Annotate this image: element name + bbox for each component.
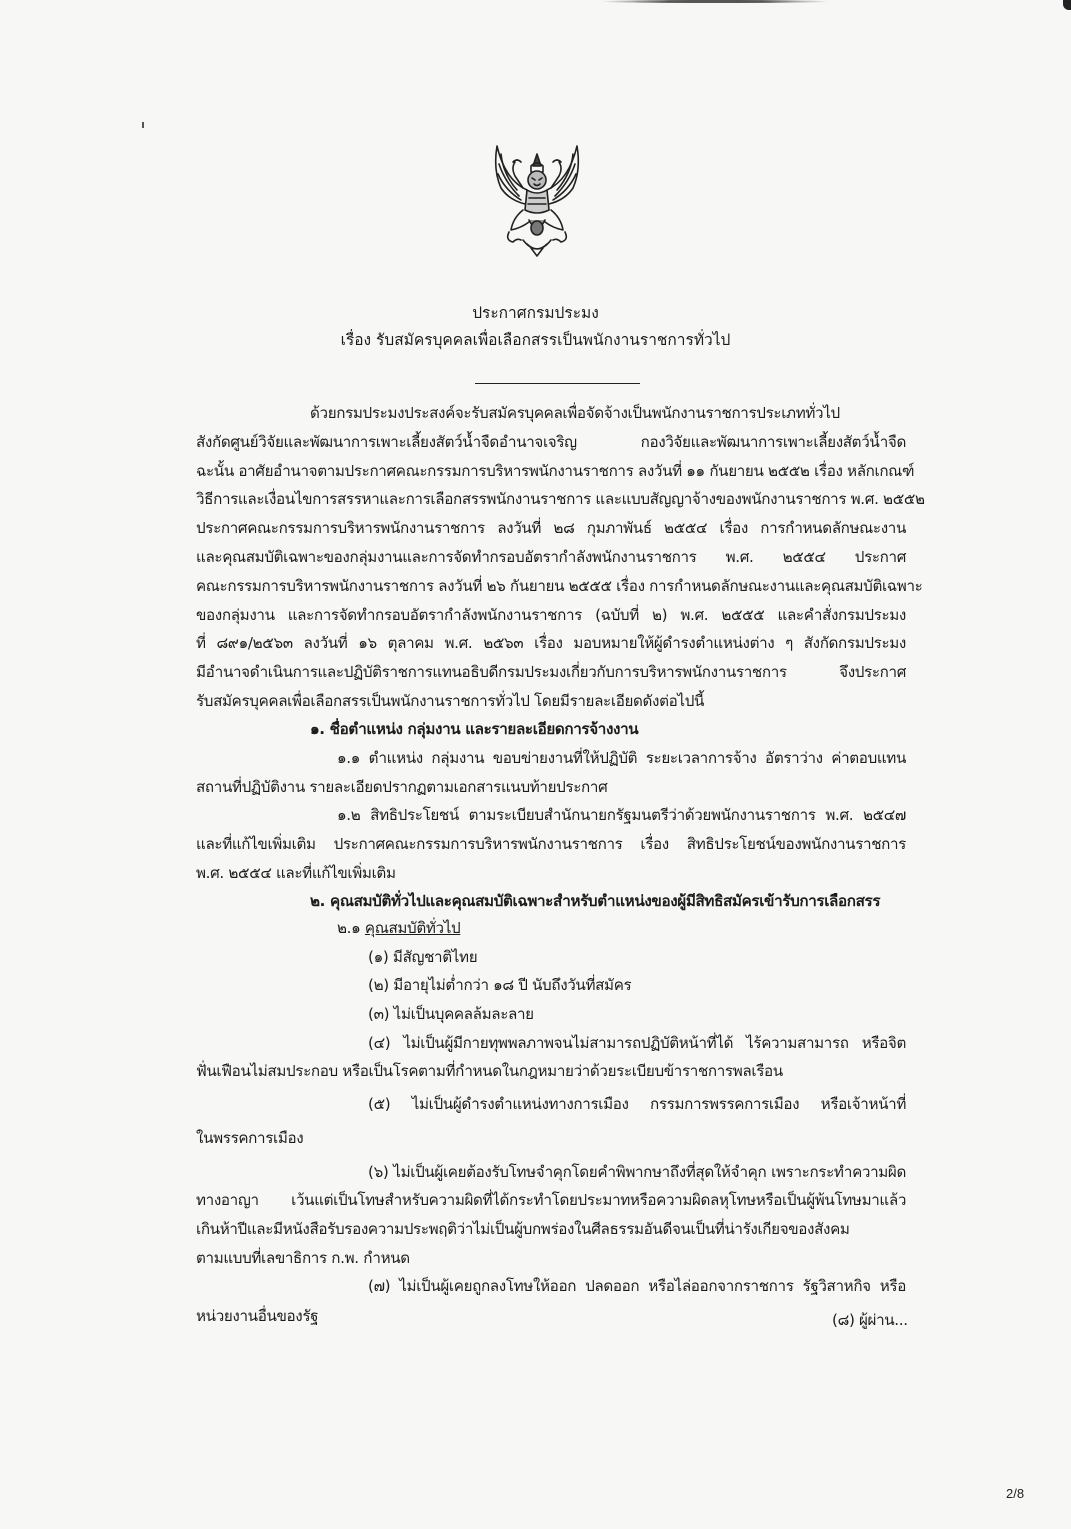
- scan-speck: [142, 122, 144, 128]
- item-1-2-line: และที่แก้ไขเพิ่มเติม ประกาศคณะกรรมการบริหารพนักงานราชการ เรื่อง สิทธิประโยชน์ของพนักงานราชการ: [196, 835, 906, 853]
- item-1-2-line: ๑.๒ สิทธิประโยชน์ ตามระเบียบสำนักนายกรัฐมนตรีว่าด้วยพนักงานราชการ พ.ศ. ๒๕๔๗: [337, 806, 906, 824]
- scan-artifact-corner: [1063, 0, 1071, 10]
- body-line: ประกาศคณะกรรมการบริหารพนักงานราชการ ลงวันที่ ๒๘ กุมภาพันธ์ ๒๕๕๔ เรื่อง การกำหนดลักษณะงาน: [196, 519, 906, 537]
- body-line: ของกลุ่มงาน และการจัดทำกรอบอัตรากำลังพนักงานราชการ (ฉบับที่ ๒) พ.ศ. ๒๕๕๕ และคำสั่งกรมประมง: [196, 606, 906, 624]
- page-number: 2/8: [1006, 1486, 1025, 1501]
- qualification-item: (๕) ไม่เป็นผู้ดำรงตำแหน่งทางการเมือง กรรมการพรรคการเมือง หรือเจ้าหน้าที่: [368, 1095, 906, 1113]
- item-1-1-line: สถานที่ปฏิบัติงาน รายละเอียดปรากฏตามเอกสารแนบท้ายประกาศ: [196, 778, 608, 796]
- qualification-item: (๓) ไม่เป็นบุคคลล้มละลาย: [368, 1005, 534, 1023]
- continuation-marker: (๘) ผู้ผ่าน...: [832, 1311, 908, 1329]
- qualification-item: ในพรรคการเมือง: [196, 1129, 304, 1147]
- body-line: รับสมัครบุคคลเพื่อเลือกสรรเป็นพนักงานราชการทั่วไป โดยมีรายละเอียดดังต่อไปนี้: [196, 692, 705, 710]
- section-2-1-number: ๒.๑: [337, 919, 361, 937]
- qualification-item: (๗) ไม่เป็นผู้เคยถูกลงโทษให้ออก ปลดออก หรือไล่ออกจากราชการ รัฐวิสาหกิจ หรือ: [368, 1277, 906, 1295]
- qualification-item: ฟั่นเฟือนไม่สมประกอบ หรือเป็นโรคตามที่กำหนดในกฎหมายว่าด้วยระเบียบข้าราชการพลเรือน: [196, 1062, 783, 1080]
- document-title: ประกาศกรมประมง: [472, 304, 599, 322]
- section-1-heading: ๑. ชื่อตำแหน่ง กลุ่มงาน และรายละเอียดการจ้างงาน: [310, 720, 639, 738]
- body-line: วิธีการและเงื่อนไขการสรรหาและการเลือกสรรพนักงานราชการ และแบบสัญญาจ้างของพนักงานราชการ พ.ศ. ๒๕๕๒: [196, 490, 925, 508]
- qualification-item: (๔) ไม่เป็นผู้มีกายทุพพลภาพจนไม่สามารถปฏิบัติหน้าที่ได้ ไร้ความสามารถ หรือจิต: [368, 1034, 906, 1052]
- scan-artifact-top: [600, 0, 830, 3]
- item-1-1-line: ๑.๑ ตำแหน่ง กลุ่มงาน ขอบข่ายงานที่ให้ปฏิบัติ ระยะเวลาการจ้าง อัตราว่าง ค่าตอบแทน: [337, 749, 906, 767]
- body-line: และคุณสมบัติเฉพาะของกลุ่มงานและการจัดทำกรอบอัตรากำลังพนักงานราชการ พ.ศ. ๒๕๕๔ ประกาศ: [196, 548, 906, 566]
- garuda-emblem-icon: [487, 140, 587, 260]
- section-2-heading: ๒. คุณสมบัติทั่วไปและคุณสมบัติเฉพาะสำหรับตำแหน่งของผู้มีสิทธิสมัครเข้ารับการเลือกสรร: [310, 892, 881, 910]
- document-subject: เรื่อง รับสมัครบุคคลเพื่อเลือกสรรเป็นพนักงานราชการทั่วไป: [340, 331, 731, 349]
- body-line: ฉะนั้น อาศัยอำนาจตามประกาศคณะกรรมการบริหารพนักงานราชการ ลงวันที่ ๑๑ กันยายน ๒๕๕๒ เรื่อง หลักเกณฑ์: [196, 462, 915, 480]
- qualification-item: หน่วยงานอื่นของรัฐ: [196, 1307, 319, 1325]
- title-divider: [475, 383, 640, 384]
- qualification-item: (๒) มีอายุไม่ต่ำกว่า ๑๘ ปี นับถึงวันที่สมัคร: [368, 976, 632, 994]
- section-2-1-title: คุณสมบัติทั่วไป: [364, 919, 461, 937]
- qualification-item: เกินห้าปีและมีหนังสือรับรองความประพฤติว่าไม่เป็นผู้บกพร่องในศีลธรรมอันดีจนเป็นที่น่ารังเกียจของสังคม: [196, 1220, 850, 1238]
- body-line: สังกัดศูนย์วิจัยและพัฒนาการเพาะเลี้ยงสัตว์น้ำจืดอำนาจเจริญ กองวิจัยและพัฒนาการเพาะเลี้ยงสัตว์น้ำจืด: [196, 433, 906, 451]
- qualification-item: ตามแบบที่เลขาธิการ ก.พ. กำหนด: [196, 1249, 410, 1267]
- section-2-1-heading: [337, 918, 460, 938]
- body-line: คณะกรรมการบริหารพนักงานราชการ ลงวันที่ ๒๖ กันยายน ๒๕๕๕ เรื่อง การกำหนดลักษณะงานและคุณสมบัติเฉพาะ: [196, 577, 923, 595]
- qualification-item: (๖) ไม่เป็นผู้เคยต้องรับโทษจำคุกโดยคำพิพากษาถึงที่สุดให้จำคุก เพราะกระทำความผิด: [368, 1163, 906, 1181]
- qualification-item: ทางอาญา เว้นแต่เป็นโทษสำหรับความผิดที่ได้กระทำโดยประมาทหรือความผิดลหุโทษหรือเป็นผู้พ้นโทษมาแล้ว: [196, 1191, 906, 1209]
- item-1-2-line: พ.ศ. ๒๕๕๔ และที่แก้ไขเพิ่มเติม: [196, 864, 396, 882]
- body-line: ด้วยกรมประมงประสงค์จะรับสมัครบุคคลเพื่อจัดจ้างเป็นพนักงานราชการประเภททั่วไป: [310, 404, 840, 422]
- body-line: ที่ ๘๙๑/๒๕๖๓ ลงวันที่ ๑๖ ตุลาคม พ.ศ. ๒๕๖๓ เรื่อง มอบหมายให้ผู้ดำรงตำแหน่งต่าง ๆ สังกัดกรมประมง: [196, 634, 906, 652]
- body-line: มีอำนาจดำเนินการและปฏิบัติราชการแทนอธิบดีกรมประมงเกี่ยวกับการบริหารพนักงานราชการ จึงประกาศ: [196, 663, 906, 681]
- qualification-item: (๑) มีสัญชาติไทย: [368, 948, 478, 966]
